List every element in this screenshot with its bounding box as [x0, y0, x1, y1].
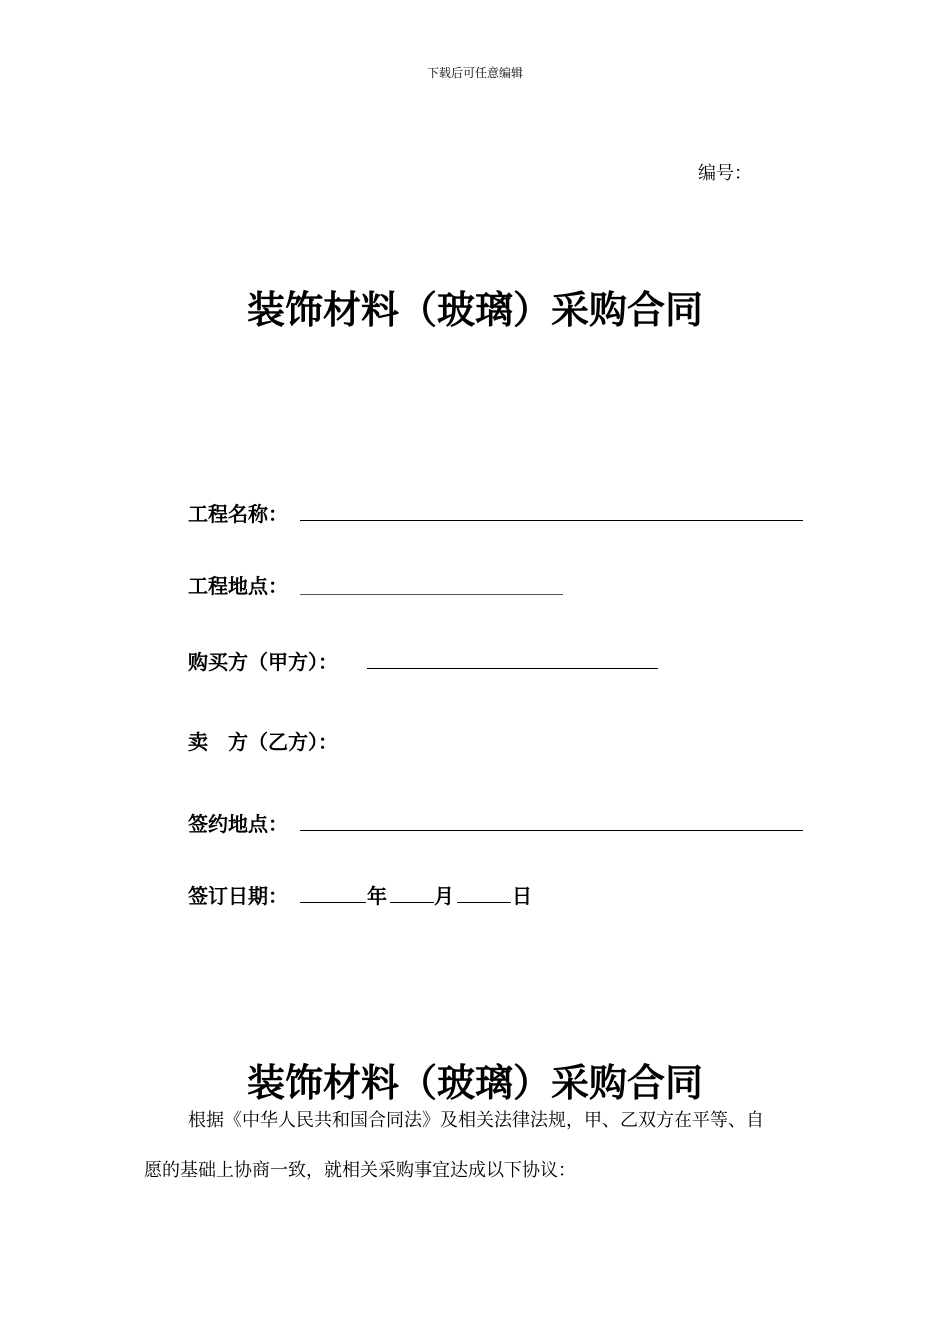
- contract-number-label: 编号：: [698, 163, 752, 184]
- signing-place-line: [300, 830, 803, 831]
- paragraph-line-1: 根据《中华人民共和国合同法》及相关法律法规，甲、乙双方在平等、自: [188, 1110, 764, 1131]
- project-location-label: 工程地点：: [188, 574, 288, 598]
- day-label: 日: [512, 884, 532, 908]
- project-location-line: [300, 594, 563, 595]
- project-name-line: [300, 520, 803, 521]
- year-label: 年: [367, 884, 387, 908]
- body-title: 装饰材料（玻璃）采购合同: [246, 1061, 703, 1105]
- paragraph-line-2: 愿的基础上协商一致，就相关采购事宜达成以下协议：: [144, 1160, 576, 1181]
- year-line: [300, 902, 366, 903]
- day-line: [457, 902, 511, 903]
- project-name-label: 工程名称：: [188, 502, 288, 526]
- seller-label: 卖 方（乙方）：: [188, 730, 338, 754]
- cover-title: 装饰材料（玻璃）采购合同: [246, 288, 703, 332]
- signing-place-label: 签约地点：: [188, 812, 288, 836]
- buyer-line: [367, 668, 658, 669]
- month-line: [390, 902, 434, 903]
- buyer-label: 购买方（甲方）：: [188, 650, 338, 674]
- month-label: 月: [434, 884, 454, 908]
- header-note: 下载后可任意编辑: [426, 66, 523, 80]
- signing-date-label: 签订日期：: [188, 884, 288, 908]
